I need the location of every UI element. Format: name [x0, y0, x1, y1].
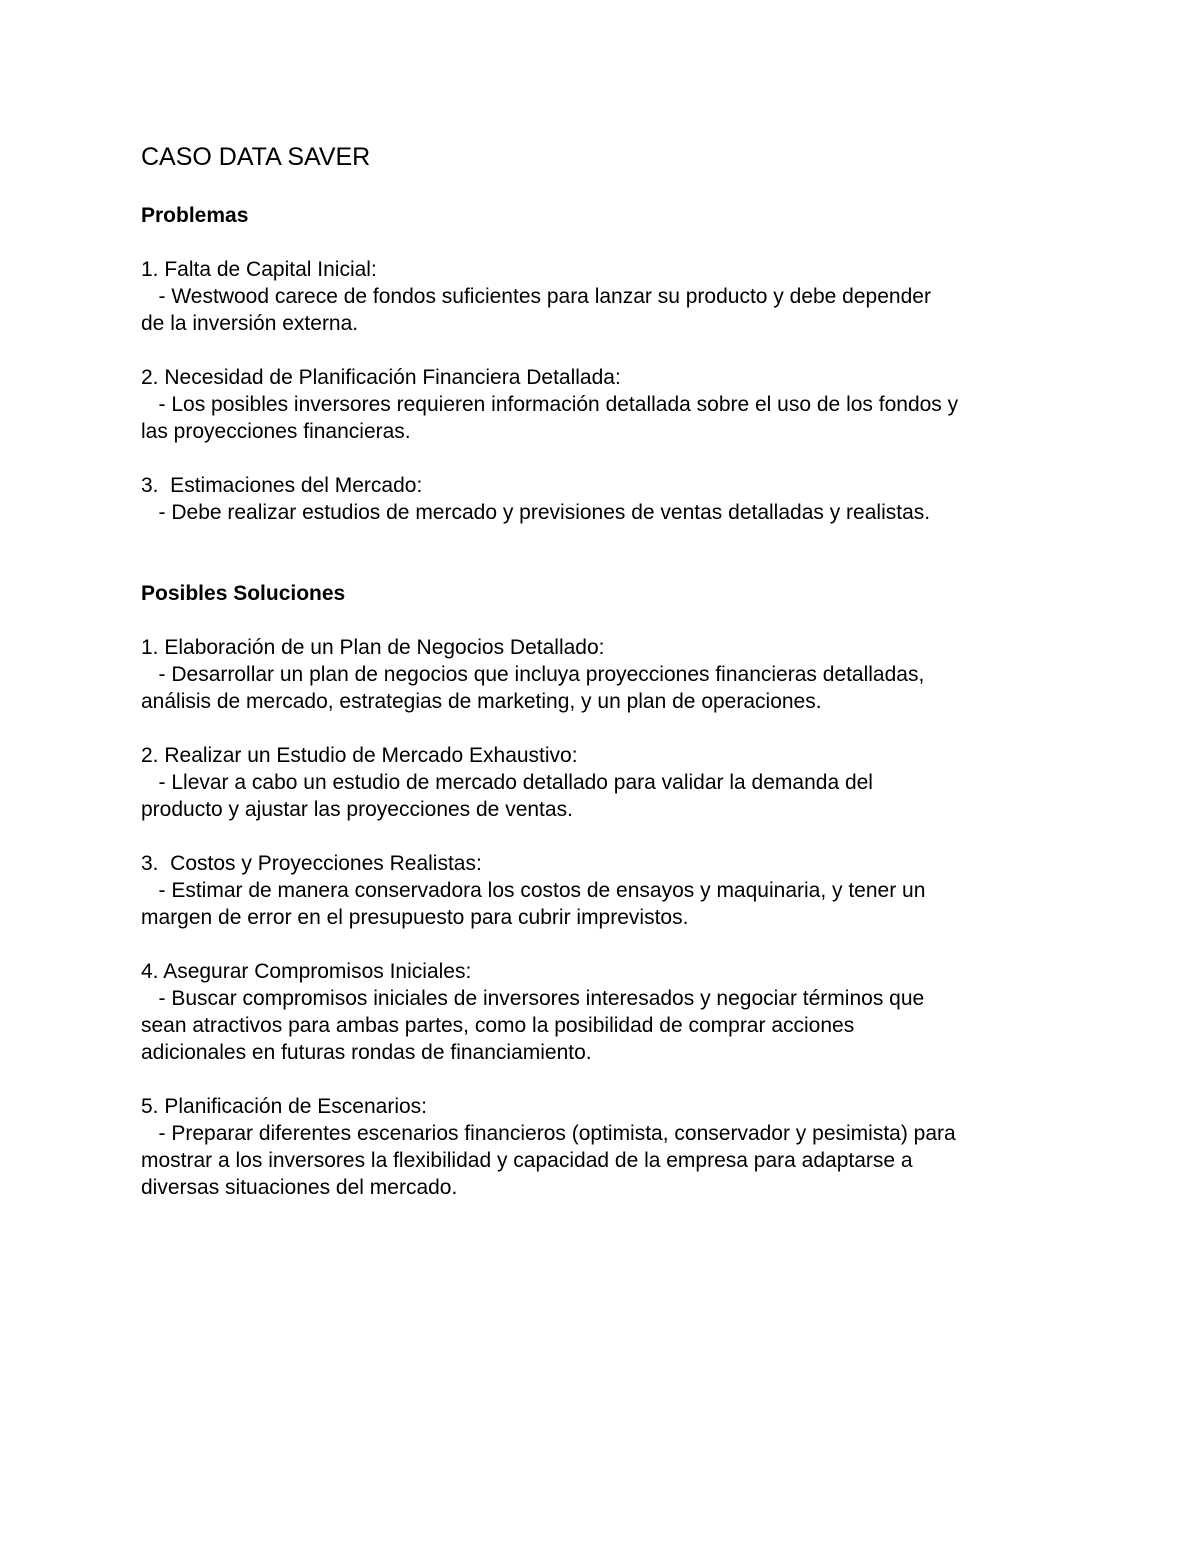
solution-item-title: 3. Costos y Proyecciones Realistas: [141, 852, 482, 875]
section-heading-problems: Problemas [141, 204, 249, 227]
problem-item-line: las proyecciones financieras. [141, 420, 411, 443]
section-problems [141, 202, 1071, 526]
solution-item-line: margen de error en el presupuesto para cubrir imprevistos. [141, 906, 689, 929]
problem-item-line: de la inversión externa. [141, 312, 359, 335]
section-solutions [141, 580, 1071, 1201]
document-page [141, 140, 1071, 1228]
problem-item-2 [141, 364, 1071, 445]
solution-item-line: diversas situaciones del mercado. [141, 1176, 458, 1199]
solution-item-line: - Estimar de manera conservadora los costos de ensayos y maquinaria, y tener un [141, 879, 926, 902]
solution-item-line: producto y ajustar las proyecciones de ventas. [141, 798, 573, 821]
solution-item-2 [141, 742, 1071, 823]
solution-item-line: adicionales en futuras rondas de financiamiento. [141, 1041, 592, 1064]
solution-item-title: 2. Realizar un Estudio de Mercado Exhaustivo: [141, 744, 578, 767]
solution-item-1 [141, 634, 1071, 715]
solution-item-4 [141, 958, 1071, 1066]
problem-item-line: - Los posibles inversores requieren información detallada sobre el uso de los fondos y [141, 393, 959, 416]
solution-item-line: - Llevar a cabo un estudio de mercado detallado para validar la demanda del [141, 771, 873, 794]
problem-item-title: 1. Falta de Capital Inicial: [141, 258, 377, 281]
solution-item-5 [141, 1093, 1071, 1201]
section-spacer [141, 553, 1071, 580]
section-heading-solutions: Posibles Soluciones [141, 582, 346, 605]
solution-item-title: 1. Elaboración de un Plan de Negocios Detallado: [141, 636, 605, 659]
problem-item-title: 2. Necesidad de Planificación Financiera Detallada: [141, 366, 621, 389]
solution-item-title: 5. Planificación de Escenarios: [141, 1095, 427, 1118]
solution-item-line: - Preparar diferentes escenarios financieros (optimista, conservador y pesimista) para [141, 1122, 956, 1145]
solution-item-title: 4. Asegurar Compromisos Iniciales: [141, 960, 472, 983]
problem-item-line: - Westwood carece de fondos suficientes para lanzar su producto y debe depender [141, 285, 931, 308]
problem-item-1 [141, 256, 1071, 337]
solution-item-3 [141, 850, 1071, 931]
solution-item-line: sean atractivos para ambas partes, como la posibilidad de comprar acciones [141, 1014, 855, 1037]
solution-item-line: mostrar a los inversores la flexibilidad y capacidad de la empresa para adaptarse a [141, 1149, 913, 1172]
solution-item-line: análisis de mercado, estrategias de marketing, y un plan de operaciones. [141, 690, 822, 713]
solution-item-line: - Desarrollar un plan de negocios que incluya proyecciones financieras detalladas, [141, 663, 925, 686]
solution-item-line: - Buscar compromisos iniciales de inversores interesados y negociar términos que [141, 987, 925, 1010]
problem-item-title: 3. Estimaciones del Mercado: [141, 474, 423, 497]
document-title: CASO DATA SAVER [141, 143, 371, 171]
problem-item-line: - Debe realizar estudios de mercado y previsiones de ventas detalladas y realistas. [141, 501, 931, 524]
problem-item-3 [141, 472, 1071, 526]
